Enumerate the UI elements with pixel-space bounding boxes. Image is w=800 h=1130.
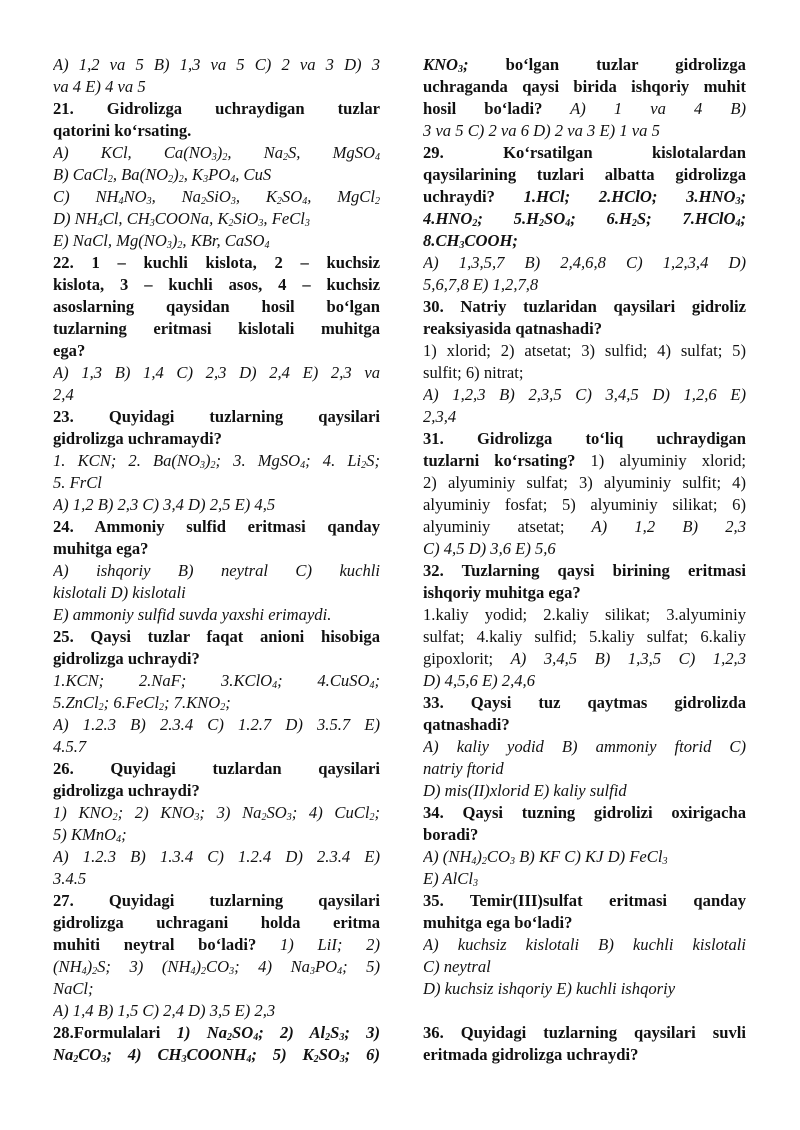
text-segment: $KNO_3$; <box>423 55 506 75</box>
text-segment: 1) $Na_2SO_4$; 2) $Al_2S_3$; 3) <box>176 1023 380 1043</box>
text-line: 5. FrCl <box>53 473 102 492</box>
text-line: 24. Ammoniy sulfid eritmasi qanday <box>53 517 380 536</box>
text-line: A) $(NH_4)_2CO_3$ B) KF C) KJ D) FeCl$_3$ <box>423 847 668 867</box>
text-segment: 1) alyuminiy xlorid; <box>590 451 746 470</box>
text-line: gidrolizga uchraydi? <box>53 781 200 800</box>
text-line <box>423 186 746 208</box>
text-line: natriy ftorid <box>423 759 504 778</box>
text-line: D) kuchsiz ishqoriy E) kuchli ishqoriy <box>423 979 676 998</box>
text-segment: A) 1 va 4 B) <box>542 99 746 118</box>
text-line: $8.CH_3COOH$; <box>423 231 518 251</box>
text-line: C) 4,5 D) 3,6 E) 5,6 <box>423 539 556 558</box>
text-line: 23. Quyidagi tuzlarning qaysilari <box>53 407 380 426</box>
text-line: A) 1,2,3 B) 2,3,5 C) 3,4,5 D) 1,2,6 E) <box>423 385 746 404</box>
text-line: A) 1,3 B) 1,4 C) 2,3 D) 2,4 E) 2,3 va <box>53 363 380 382</box>
text-line: muhitga ega bo‘ladi? <box>423 913 573 932</box>
text-line: va 4 E) 4 va 5 <box>53 77 146 96</box>
text-line: eritmada gidrolizga uchraydi? <box>423 1045 639 1064</box>
text-line: B) CaCl$_2$, $Ba(NO_2)_2$, $K_3PO_4$, CuS <box>53 165 272 185</box>
text-line: $4.HNO_2$; $5.H_2SO_4$; $6.H_2S$; 7.HClO$_4$; <box>423 209 746 229</box>
text-line: A) ishqoriy B) neytral C) kuchli <box>53 561 380 580</box>
text-line <box>423 1000 746 1022</box>
text-line <box>53 1022 380 1044</box>
text-line <box>423 516 746 538</box>
text-line: 3 va 5 C) 2 va 6 D) 2 va 3 E) 1 va 5 <box>423 121 660 140</box>
text-line: 1) $KNO_2$; 2) $KNO_3$; 3) $Na_2SO_3$; 4) CuCl$_2$; <box>53 803 380 823</box>
text-line: asoslarning qaysidan hosil bo‘lgan <box>53 297 380 316</box>
text-line: 27. Quyidagi tuzlarning qaysilari <box>53 891 380 910</box>
text-line: E) NaCl, $Mg(NO_3)_2$, KBr, CaSO$_4$ <box>53 231 270 251</box>
text-line: E) ammoniy sulfid suvda yaxshi erimaydi. <box>53 605 332 624</box>
text-segment: gipoxlorit; <box>423 649 511 668</box>
text-line: kislota, 3 – kuchli asos, 4 – kuchsiz <box>53 275 380 294</box>
text-line: qaysilarining tuzlari albatta gidrolizga <box>423 165 746 184</box>
text-segment: 1.HCl; 2.HClO; $3.HNO_3$; <box>523 187 746 207</box>
text-line: muhitga ega? <box>53 539 149 558</box>
text-segment: muhiti neytral bo‘ladi? <box>53 935 280 954</box>
text-line: alyuminiy fosfat; 5) alyuminiy silikat; 6) <box>423 495 746 514</box>
text-line: ishqoriy muhitga ega? <box>423 583 581 602</box>
text-line: A) 1,2 B) 2,3 C) 3,4 D) 2,5 E) 4,5 <box>53 495 276 514</box>
text-line: 29. Ko‘rsatilgan kislotalardan <box>423 143 746 162</box>
text-line: A) 1,3,5,7 B) 2,4,6,8 C) 1,2,3,4 D) <box>423 253 746 272</box>
text-line: tuzlarning eritmasi kislotali muhitga <box>53 319 380 338</box>
text-line: A) KCl, $Ca(NO_3)_2$, $Na_2S$, MgSO$_4$ <box>53 143 380 163</box>
text-line: sulfit; 6) nitrat; <box>423 363 524 382</box>
text-line: 21. Gidrolizga uchraydigan tuzlar <box>53 99 380 118</box>
text-segment: A) 3,4,5 B) 1,3,5 C) 1,2,3 <box>510 649 746 668</box>
text-segment: 28.Formulalari <box>53 1023 177 1042</box>
text-segment: alyuminiy atsetat; <box>423 517 565 536</box>
text-segment: A) 1,2 B) 2,3 <box>564 517 746 536</box>
text-line: ega? <box>53 341 86 360</box>
left-column <box>53 54 380 1066</box>
text-line: gidrolizga uchraydi? <box>53 649 200 668</box>
text-line: gidrolizga uchragani holda eritma <box>53 913 380 932</box>
text-line: 34. Qaysi tuzning gidrolizi oxirigacha <box>423 803 746 822</box>
text-segment: uchraydi? <box>423 187 524 206</box>
text-line <box>53 934 380 956</box>
text-segment: 1) LiI; 2) <box>280 935 380 954</box>
text-line: A) kaliy yodid B) ammoniy ftorid C) <box>423 737 746 756</box>
text-line: A) 1.2.3 B) 1.3.4 C) 1.2.4 D) 2.3.4 E) <box>53 847 380 866</box>
text-line: 4.5.7 <box>53 737 87 756</box>
text-line: 2,4 <box>53 385 74 404</box>
text-line: 35. Temir(III)sulfat eritmasi qanday <box>423 891 746 910</box>
text-line: 26. Quyidagi tuzlardan qaysilari <box>53 759 380 778</box>
text-line <box>423 98 746 120</box>
text-line: uchraganda qaysi birida ishqoriy muhit <box>423 77 746 96</box>
text-segment: hosil bo‘ladi? <box>423 99 543 118</box>
text-line: 36. Quyidagi tuzlarning qaysilari suvli <box>423 1023 746 1042</box>
text-line: 22. 1 – kuchli kislota, 2 – kuchsiz <box>53 253 380 272</box>
text-line: 31. Gidrolizga to‘liq uchraydigan <box>423 429 746 448</box>
text-line <box>423 54 746 76</box>
text-line: 5,6,7,8 E) 1,2,7,8 <box>423 275 539 294</box>
text-line: 2,3,4 <box>423 407 457 426</box>
text-line: $Na_2CO_3$; 4) $CH_3COONH_4$; 5) $K_2SO_3$; 6) <box>53 1045 380 1065</box>
right-column <box>423 54 746 1066</box>
text-line: E) AlCl$_3$ <box>423 869 478 889</box>
text-line: 1.kaliy yodid; 2.kaliy silikat; 3.alyuminiy <box>423 605 746 624</box>
text-line: A) 1.2.3 B) 2.3.4 C) 1.2.7 D) 3.5.7 E) <box>53 715 380 734</box>
text-line: NaCl; <box>53 979 94 998</box>
text-line: A) 1,2 va 5 B) 1,3 va 5 C) 2 va 3 D) 3 <box>53 55 380 74</box>
text-line: kislotali D) kislotali <box>53 583 186 602</box>
text-segment: bo‘lgan tuzlar gidrolizga <box>505 55 746 74</box>
text-line: $(NH_4)_2S$; 3) $(NH_4)_2CO_3$; 4) $Na_3PO_4$; 5) <box>53 957 380 977</box>
text-line: gidrolizga uchramaydi? <box>53 429 222 448</box>
text-line: D) mis(II)xlorid E) kaliy sulfid <box>423 781 627 800</box>
text-line: 2) alyuminiy sulfat; 3) alyuminiy sulfit; 4) <box>423 473 746 492</box>
text-line <box>423 648 746 670</box>
text-line <box>423 450 746 472</box>
text-line: C) neytral <box>423 957 491 976</box>
text-line: D) 4,5,6 E) 2,4,6 <box>423 671 535 690</box>
text-line: 3.4.5 <box>53 869 87 888</box>
text-line: 25. Qaysi tuzlar faqat anioni hisobiga <box>53 627 380 646</box>
text-line: 1.KCN; 2.NaF; 3.KClO$_4$; 4.CuSO$_4$; <box>53 671 380 691</box>
text-line: reaksiyasida qatnashadi? <box>423 319 603 338</box>
text-line: 30. Natriy tuzlaridan qaysilari gidroliz <box>423 297 746 316</box>
text-line: A) 1,4 B) 1,5 C) 2,4 D) 3,5 E) 2,3 <box>53 1001 276 1020</box>
text-line: qatorini ko‘rsating. <box>53 121 192 140</box>
text-line: 5) KMnO$_4$; <box>53 825 127 845</box>
text-line: D) $NH_4Cl$, $CH_3COONa$, $K_2SiO_3$, FeCl$_3$ <box>53 209 310 229</box>
text-line: 32. Tuzlarning qaysi birining eritmasi <box>423 561 746 580</box>
text-line: qatnashadi? <box>423 715 510 734</box>
text-line: A) kuchsiz kislotali B) kuchli kislotali <box>423 935 746 954</box>
text-line: 33. Qaysi tuz qaytmas gidrolizda <box>423 693 746 712</box>
text-line: 1) xlorid; 2) atsetat; 3) sulfid; 4) sulfat; 5) <box>423 341 746 360</box>
text-line: boradi? <box>423 825 479 844</box>
text-line: 1. KCN; 2. $Ba(NO_3)_2$; 3. MgSO$_4$; 4. $Li_2S$; <box>53 451 380 471</box>
text-line: C) $NH_4NO_3$, $Na_2SiO_3$, $K_2SO_4$, MgCl$_2$ <box>53 187 380 207</box>
text-line: sulfat; 4.kaliy sulfid; 5.kaliy sulfat; 6.kaliy <box>423 627 746 646</box>
text-segment: tuzlarni ko‘rsating? <box>423 451 591 470</box>
text-line: 5.ZnCl$_2$; 6.FeCl$_2$; $7.KNO_2$; <box>53 693 231 713</box>
